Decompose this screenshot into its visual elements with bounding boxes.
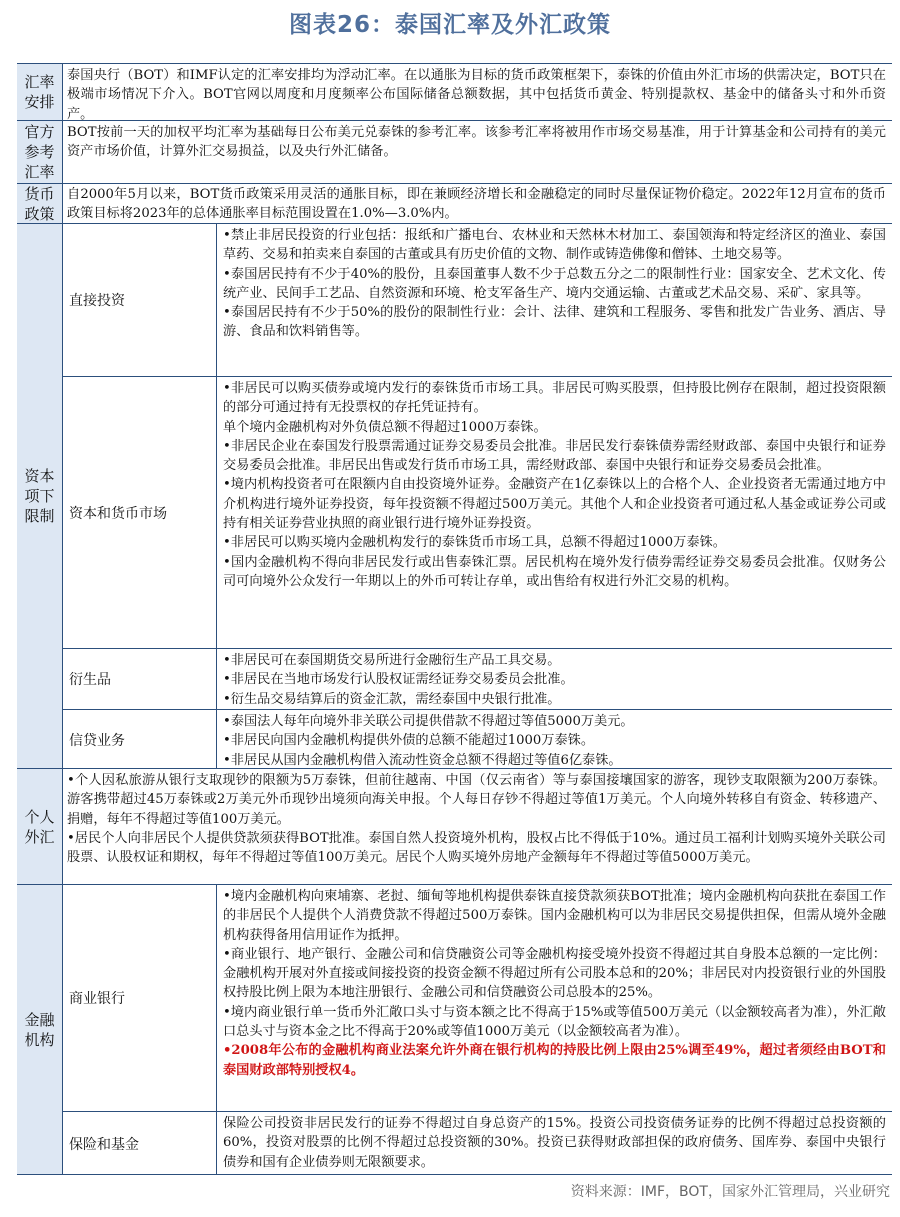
row-capital-account-restrictions (17, 223, 892, 768)
subcategory-label: 衍生品 (63, 649, 217, 709)
row-exchange-arrangement (17, 64, 892, 120)
subrow-direct-investment (63, 224, 892, 376)
bullet-item: •非居民企业在泰国发行股票需通过证券交易委员会批准。非居民发行泰铢债券需经财政部、泰国中央银行和证券交易委员会批准。非居民出售或发行货币市场工具，需经财政部、泰国中央银行和证券交易委员会批准。 (223, 438, 886, 474)
row-content (67, 771, 886, 867)
bullet-item: •非居民在当地市场发行认股权证需经证券交易委员会批准。 (223, 672, 574, 688)
subrow-content (223, 379, 886, 591)
bullet-item: •个人因私旅游从银行支取现钞的限额为5万泰铢，但前往越南、中国（仅云南省）等与泰国接壤国家的游客，现钞支取限额为200万泰铢。游客携带超过45万泰铢或2万美元外币现钞出境须向海关申报。个人每日存钞不得超过等值1万美元。个人向境外转移自有资金、转移遗产、捐赠，每年不得超过等值100万美元。 (67, 773, 886, 827)
bullet-item: •居民个人向非居民个人提供贷款须获得BOT批准。泰国自然人投资境外机构，股权占比不得低于10%。通过员工福利计划购买境外关联公司股票、认股权证和期权，每年不得超过等值100万美元。居民个人购买境外房地产金额每年不得超过等值5000万美元。 (67, 830, 886, 866)
category-label: 金融机构 (17, 885, 63, 1174)
bullet-item: •商业银行、地产银行、金融公司和信贷融资公司等金融机构接受境外投资不得超过其自身股本总额的一定比例：金融机构开展对外直接或间接投资的投资金额不得超过所有公司股本总和的20%；非居民对内投资银行业的外国股权持股比例上限为本地注册银行、金融公司和信贷融资公司总股本的25%。 (223, 946, 886, 1001)
subrow-credit-business (63, 709, 892, 769)
subrow-content (223, 651, 886, 709)
bullet-item: •境内商业银行单一货币外汇敞口头寸与资本额之比不得高于15%或等值500万美元（以金额较高者为准），外汇敞口总头寸与资本金之比不得高于20%或等值1000万美元（以金额较高者为准）。 (223, 1004, 886, 1040)
subrow-capital-money-market (63, 376, 892, 648)
category-label: 官方参考汇率 (17, 121, 63, 183)
bullet-item: •非居民可以购买境内金融机构发行的泰铢货币市场工具，总额不得超过1000万泰铢。 (223, 535, 726, 551)
subrow-commercial-banks (63, 885, 892, 1111)
bullet-item: •非居民从国内金融机构借入流动性资金总额不得超过等值6亿泰铢。 (223, 752, 622, 768)
bullet-item: •非居民可在泰国期货交易所进行金融衍生产品工具交易。 (223, 653, 561, 668)
bullet-item: •非居民可以购买债券或境内发行的泰铢货币市场工具。非居民可购买股票，但持股比例存在限制，超过投资限额的部分可通过持有无投票权的存托凭证持有。 (223, 381, 886, 416)
bullet-item: •禁止非居民投资的行业包括：报纸和广播电台、农林业和天然林木材加工、泰国领海和特定经济区的渔业、泰国草药、交易和拍卖来自泰国的古董或具有历史价值的文物、制作或铸造佛像和僧钵、土地交易等。 (223, 228, 886, 263)
bullet-item: •泰国法人每年向境外非关联公司提供借款不得超过等值5000万美元。 (223, 714, 634, 729)
subcategory-label: 资本和货币市场 (63, 377, 217, 648)
row-content: 泰国央行（BOT）和IMF认定的汇率安排均为浮动汇率。在以通胀为目标的货币政策框架下，泰铢的价值由外汇市场的供需决定，BOT只在极端市场情况下介入。BOT官网以周度和月度频率公布国际储备总额数据，其中包括货币黄金、特别提款权、基金中的储备头寸和外币资产。 (67, 68, 886, 122)
subrow-content: 保险公司投资非居民发行的证券不得超过自身总资产的15%。投资公司投资债务证券的比例不得超过总投资额的60%，投资对股票的比例不得超过总投资额的30%。投资已获得财政部担保的政府债务、国库券、泰国中央银行债券和国有企业债券则无限额要求。 (223, 1116, 886, 1170)
page-title: 图表26：泰国汇率及外汇政策 (288, 12, 611, 38)
category-label: 个人外汇 (17, 769, 63, 884)
row-content: 自2000年5月以来，BOT货币政策采用灵活的通胀目标，即在兼顾经济增长和金融稳定的同时尽量保证物价稳定。2022年12月宣布的货币政策目标将2023年的总体通胀率目标范围设置在1.0%—3.0%内。 (67, 187, 886, 222)
category-label: 货币政策 (17, 184, 63, 223)
row-content: BOT按前一天的加权平均汇率为基础每日公布美元兑泰铢的参考汇率。该参考汇率将被用作市场交易基准，用于计算基金和公司持有的美元资产市场价值，计算外汇交易损益，以及央行外汇储备。 (67, 125, 886, 160)
row-monetary-policy (17, 183, 892, 223)
row-financial-institutions (17, 884, 892, 1174)
bullet-item: •泰国居民持有不少于50%的股份的限制性行业：会计、法律、建筑和工程服务、零售和批发广告业务、酒店、导游、食品和饮料销售等。 (223, 305, 886, 340)
subcategory-label: 直接投资 (63, 224, 217, 376)
bullet-item: •泰国居民持有不少于40%的股份，且泰国董事人数不少于总数五分之二的限制性行业：国家安全、艺术文化、传统产业、民间手工艺品、自然资源和环境、枪支军备生产、境内交通运输、古董或艺术品交易、采矿、家具等。 (223, 266, 886, 301)
bullet-item: •国内金融机构不得向非居民发行或出售泰铢汇票。居民机构在境外发行债券需经证券交易委员会批准。仅财务公司可向境外公众发行一年期以上的外币可转让存单，或出售给有权进行外汇交易的机构。 (223, 554, 886, 589)
subrow-insurance-funds (63, 1111, 892, 1175)
subcategory-label: 信贷业务 (63, 710, 217, 769)
category-label: 资本项下限制 (17, 224, 63, 768)
subcategory-label: 保险和基金 (63, 1112, 217, 1175)
bullet-item: 单个境内金融机构对外负债总额不得超过1000万泰铢。 (223, 419, 547, 435)
subrow-derivatives (63, 648, 892, 709)
bullet-item: •境内金融机构向柬埔寨、老挝、缅甸等地机构提供泰铢直接贷款须获BOT批准；境内金融机构向获批在泰国工作的非居民个人提供个人消费贷款不得超过500万泰铢。国内金融机构可以为非居民交易提供担保，但需从境外金融机构获得备用信用证作为抵押。 (223, 889, 886, 943)
policy-table (17, 63, 892, 1175)
subrow-content (223, 226, 886, 342)
row-official-reference-rate (17, 120, 892, 183)
category-label: 汇率安排 (17, 64, 63, 120)
source-note: 资料来源：IMF，BOT，国家外汇管理局，兴业研究 (570, 1184, 890, 1200)
subrow-content (223, 887, 886, 1080)
highlight-item: •2008年公布的金融机构商业法案允许外商在银行机构的持股比例上限由25%调至49%，超过者须经由BOT和泰国财政部特别授权4。 (223, 1043, 886, 1078)
subcategory-label: 商业银行 (63, 885, 217, 1111)
bullet-item: •非居民向国内金融机构提供外债的总额不能超过1000万泰铢。 (223, 733, 595, 749)
subrow-content (223, 712, 886, 770)
row-personal-forex (17, 768, 892, 884)
bullet-item: •境内机构投资者可在限额内自由投资境外证券。金融资产在1亿泰铢以上的合格个人、企业投资者无需通过地方中介机构进行境外证券投资，每年投资额不得超过500万美元。其他个人和企业投资者可通过私人基金或证券公司或持有相关证券营业执照的商业银行进行境外证券投资。 (223, 477, 886, 532)
bullet-item: •衍生品交易结算后的资金汇款，需经泰国中央银行批准。 (223, 691, 561, 707)
